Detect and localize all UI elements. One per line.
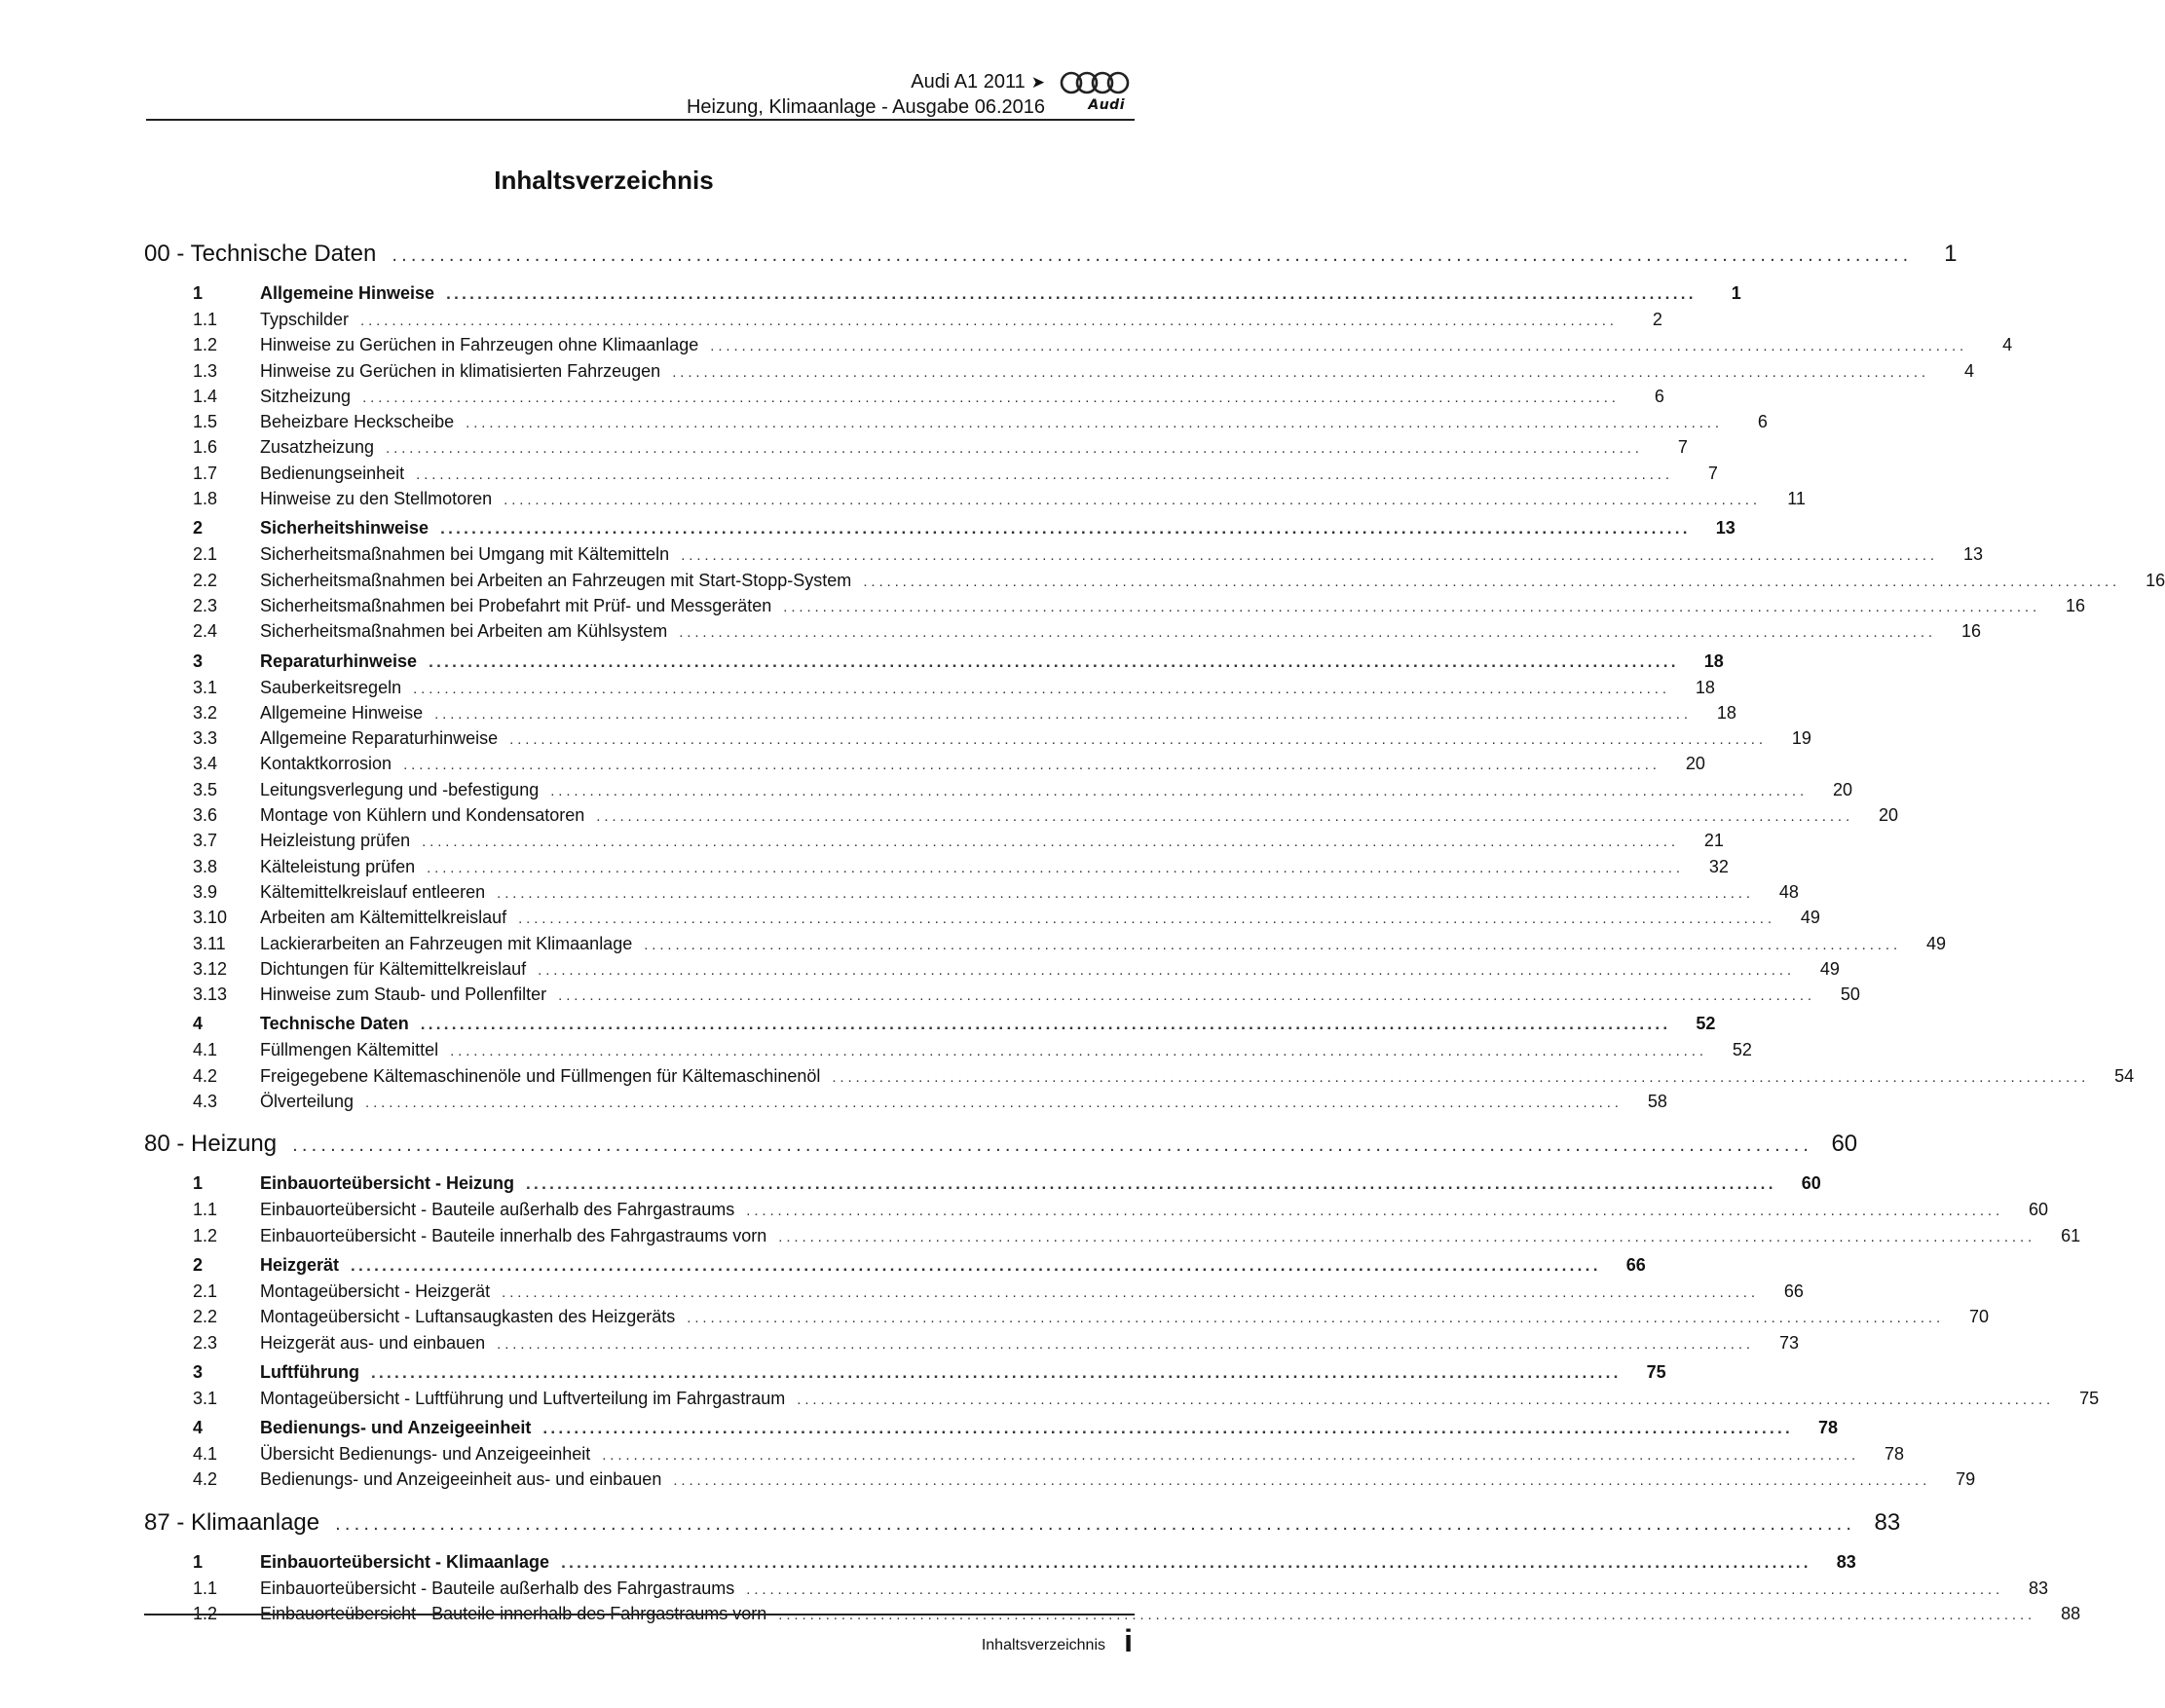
leader-dots: ................................................................................................................................................................ — [360, 313, 1618, 329]
toc-entry-number: 1.2 — [193, 1603, 218, 1623]
toc-entry-title: Montageübersicht - Heizgerät — [260, 1281, 491, 1301]
leader-dots: ................................................................................................................................................................ — [561, 1552, 1811, 1572]
toc-entry-page: 83 — [1836, 1551, 1856, 1572]
toc-entry-page: 20 — [1832, 779, 1853, 799]
toc-entry-number: 3 — [193, 650, 204, 671]
toc-entry-number: 3.13 — [193, 984, 228, 1005]
toc-entry-page: 18 — [1716, 702, 1736, 723]
toc-entry-title: Beheizbare Heckscheibe — [260, 412, 455, 432]
toc-sub-entry[interactable] — [144, 1037, 1752, 1062]
toc-entry-page: 52 — [1696, 1014, 1716, 1034]
toc-sub-entry[interactable] — [144, 461, 1718, 486]
toc-entry-number: 2.1 — [193, 544, 218, 565]
leader-dots: ................................................................................................................................................................ — [413, 680, 1670, 697]
toc-entry-page: 66 — [1783, 1281, 1804, 1301]
footer-page-number: i — [1124, 1623, 1133, 1658]
leader-dots: ................................................................................................................................................................ — [335, 1512, 1856, 1535]
toc-entry-title: Kälteleistung prüfen — [260, 856, 416, 876]
toc-sub-entry[interactable] — [144, 541, 1983, 567]
toc-entry-title: Montage von Kühlern und Kondensatoren — [260, 805, 585, 826]
toc-entry-number: 2.2 — [193, 570, 218, 590]
leader-dots: ................................................................................................................................................................ — [446, 284, 1697, 303]
toc-entry-title: Hinweise zu Gerüchen in Fahrzeugen ohne Klimaanlage — [260, 335, 699, 355]
leader-dots: ................................................................................................................................................................ — [502, 1283, 1759, 1301]
toc-entry-number: 3.11 — [193, 933, 226, 953]
toc-entry-page: 16 — [1960, 621, 1981, 642]
toc-entry-title: Ölverteilung — [260, 1092, 355, 1112]
toc-entry-title: Heizgerät aus- und einbauen — [260, 1332, 486, 1353]
toc-entry-page: 49 — [1819, 958, 1840, 979]
toc-sub-entry[interactable] — [144, 1197, 2049, 1222]
toc-entry-title: Zusatzheizung — [260, 437, 375, 458]
toc-sec-entry[interactable] — [144, 1549, 1856, 1576]
toc-entry-number: 3 — [193, 1361, 204, 1382]
toc-entry-number: 2.2 — [193, 1307, 218, 1327]
toc-entry-page: 32 — [1708, 856, 1729, 876]
leader-dots: ................................................................................................................................................................ — [679, 624, 1936, 642]
toc-entry-title: Allgemeine Reparaturhinweise — [260, 728, 499, 749]
toc-sub-entry[interactable] — [144, 568, 2165, 593]
toc-entry-number: 1.8 — [193, 489, 218, 509]
toc-sub-entry[interactable] — [144, 1386, 2100, 1411]
toc-entry-page: 4 — [1963, 360, 1974, 381]
toc-entry-number: 4.3 — [193, 1092, 218, 1112]
toc-sub-entry[interactable] — [144, 618, 1981, 644]
toc-entry-title: Typschilder — [260, 310, 350, 329]
leader-dots: ................................................................................................................................................................ — [542, 1419, 1794, 1438]
toc-entry-page: 60 — [1831, 1131, 1858, 1158]
toc-entry-title: Einbauorteübersicht - Heizung — [260, 1173, 515, 1194]
toc-entry-number: 3.8 — [193, 856, 218, 876]
toc-entry-title: Bedienungs- und Anzeigeeinheit aus- und einbauen — [260, 1469, 662, 1490]
toc-entry-title: Einbauorteübersicht - Bauteile innerhalb des Fahrgastraums vorn — [260, 1603, 767, 1623]
toc-entry-title: Dichtungen für Kältemittelkreislauf — [260, 958, 527, 979]
toc-entry-page: 52 — [1732, 1040, 1752, 1060]
toc-sub-entry[interactable] — [144, 384, 1664, 409]
toc-sub-entry[interactable] — [144, 982, 1860, 1007]
toc-entry-page: 48 — [1778, 881, 1799, 902]
toc-entry-number: 4.2 — [193, 1469, 218, 1490]
toc-entry-title: Sicherheitsmaßnahmen bei Probefahrt mit Prüf- und Messgeräten — [260, 595, 772, 615]
leader-dots: ................................................................................................................................................................ — [362, 389, 1620, 406]
leader-dots: ................................................................................................................................................................ — [392, 244, 1913, 266]
leader-dots: ................................................................................................................................................................ — [710, 338, 1968, 355]
document-title: Inhaltsverzeichnis — [494, 166, 714, 195]
toc-sub-entry[interactable] — [144, 675, 1715, 700]
toc-entry-title: Freigegebene Kältemaschinenöle und Füllmengen für Kältemaschinenöl — [260, 1065, 821, 1086]
toc-entry-page: 16 — [2146, 570, 2165, 590]
toc-entry-page: 58 — [1647, 1092, 1667, 1112]
toc-entry-number: 1 — [193, 283, 204, 303]
toc-sub-entry[interactable] — [144, 931, 1947, 956]
toc-entry-title: Sicherheitsmaßnahmen bei Arbeiten am Kühlsystem — [260, 621, 668, 642]
toc-entry-number: 3.12 — [193, 958, 228, 979]
toc-sub-entry[interactable] — [144, 1576, 2049, 1601]
toc-entry-number: 3.4 — [193, 754, 218, 774]
toc-entry-page: 83 — [2029, 1578, 2049, 1598]
toc-entry-title: Sicherheitshinweise — [260, 518, 429, 538]
header-model: Audi A1 2011 — [911, 71, 1026, 93]
toc-sub-entry[interactable] — [144, 1279, 1804, 1304]
toc-entry-title: Füllmengen Kältemittel — [260, 1040, 439, 1060]
toc-entry-number: 3.9 — [193, 881, 218, 902]
toc-entry-title: Hinweise zu Gerüchen in klimatisierten Fahrzeugen — [260, 360, 661, 381]
toc-entry-title: Bedienungseinheit — [260, 463, 405, 483]
toc-sub-entry[interactable] — [144, 905, 1820, 930]
toc-entry-page: 18 — [1695, 677, 1715, 697]
leader-dots: ................................................................................................................................................................ — [365, 1095, 1623, 1112]
toc-entry-page: 1 — [1731, 283, 1741, 303]
toc-entry-page: 2 — [1652, 310, 1662, 329]
toc-entry-number: 3.2 — [193, 702, 218, 723]
toc-sub-entry[interactable] — [144, 307, 1662, 332]
table-of-contents — [144, 234, 2165, 1626]
toc-entry-page: 19 — [1791, 728, 1811, 749]
toc-ch-entry[interactable] — [144, 1506, 1901, 1545]
toc-entry-title: Einbauorteübersicht - Bauteile innerhalb des Fahrgastraums vorn — [260, 1225, 767, 1245]
toc-entry-number: 2 — [193, 1254, 204, 1275]
toc-entry-number: 4 — [193, 1418, 204, 1438]
leader-dots: ................................................................................................................................................................ — [416, 465, 1673, 483]
toc-entry-title: Einbauorteübersicht - Bauteile außerhalb des Fahrgastraums — [260, 1200, 735, 1220]
toc-sub-entry[interactable] — [144, 1467, 1976, 1492]
toc-entry-title: Heizgerät — [260, 1254, 340, 1275]
leader-dots: ................................................................................................................................................................ — [558, 987, 1815, 1005]
header-model-line — [911, 70, 1045, 94]
toc-entry-title: Einbauorteübersicht - Bauteile außerhalb des Fahrgastraums — [260, 1578, 735, 1598]
toc-entry-number: 2.3 — [193, 1332, 218, 1353]
toc-entry-number: 3.1 — [193, 677, 218, 697]
toc-entry-page: 61 — [2061, 1225, 2081, 1245]
toc-entry-number: 4.1 — [193, 1444, 218, 1465]
toc-entry-number: 3.1 — [193, 1388, 218, 1408]
toc-sub-entry[interactable] — [144, 1304, 1990, 1329]
toc-entry-title: Montageübersicht - Luftansaugkasten des Heizgeräts — [260, 1307, 676, 1327]
toc-entry-page: 18 — [1703, 650, 1724, 671]
toc-entry-number: 3.3 — [193, 728, 218, 749]
toc-entry-title: Sicherheitsmaßnahmen bei Umgang mit Kältemitteln — [260, 544, 670, 565]
toc-entry-title: 80 - Heizung — [144, 1131, 278, 1158]
leader-dots: ................................................................................................................................................................ — [403, 757, 1661, 774]
toc-entry-title: Kältemittelkreislauf entleeren — [260, 881, 486, 902]
toc-entry-title: Hinweise zum Staub- und Pollenfilter — [260, 984, 547, 1005]
toc-entry-number: 1.2 — [193, 335, 218, 355]
toc-entry-page: 11 — [1787, 489, 1806, 509]
toc-sub-entry[interactable] — [144, 358, 1974, 384]
leader-dots: ................................................................................................................................................................ — [518, 910, 1775, 928]
leader-dots: ................................................................................................................................................................ — [370, 1362, 1622, 1382]
leader-dots: ................................................................................................................................................................ — [538, 961, 1795, 979]
leader-dots: ................................................................................................................................................................ — [644, 936, 1902, 953]
toc-sec-entry[interactable] — [144, 515, 1736, 541]
toc-entry-page: 21 — [1703, 831, 1724, 851]
toc-sec-entry[interactable] — [144, 280, 1741, 307]
toc-entry-page: 7 — [1707, 463, 1718, 483]
toc-entry-number: 3.7 — [193, 831, 218, 851]
toc-entry-number: 1 — [193, 1551, 204, 1572]
toc-entry-number: 4.1 — [193, 1040, 218, 1060]
toc-entry-number: 2.1 — [193, 1281, 218, 1301]
toc-entry-page: 50 — [1840, 984, 1860, 1005]
toc-entry-title: Technische Daten — [260, 1014, 409, 1034]
toc-entry-title: Einbauorteübersicht - Klimaanlage — [260, 1551, 550, 1572]
toc-entry-page: 20 — [1879, 805, 1899, 826]
toc-entry-number: 4 — [193, 1014, 204, 1034]
toc-entry-page: 6 — [1654, 386, 1664, 406]
leader-dots: ................................................................................................................................................................ — [466, 415, 1723, 432]
toc-entry-title: Luftführung — [260, 1361, 359, 1382]
toc-entry-page: 49 — [1800, 908, 1820, 928]
footer-label: Inhaltsverzeichnis — [981, 1637, 1105, 1653]
toc-entry-page: 78 — [1885, 1444, 1905, 1465]
leader-dots: ................................................................................................................................................................ — [434, 705, 1692, 723]
leader-dots: ................................................................................................................................................................ — [596, 808, 1854, 826]
toc-entry-number: 3.10 — [193, 908, 228, 928]
toc-entry-title: Sauberkeitsregeln — [260, 677, 402, 697]
leader-dots: ................................................................................................................................................................ — [832, 1068, 2090, 1086]
toc-entry-number: 1.1 — [193, 1578, 218, 1598]
leader-dots: ................................................................................................................................................................ — [550, 782, 1809, 799]
page-header — [146, 68, 1135, 121]
toc-sub-entry[interactable] — [144, 700, 1736, 725]
toc-entry-page: 79 — [1956, 1469, 1976, 1490]
toc-entry-page: 75 — [1646, 1361, 1666, 1382]
toc-entry-title: Sicherheitsmaßnahmen bei Arbeiten an Fahrzeugen mit Start-Stopp-System — [260, 570, 852, 590]
toc-entry-number: 2 — [193, 518, 204, 538]
toc-entry-title: Leitungsverlegung und -befestigung — [260, 779, 540, 799]
toc-entry-title: Allgemeine Hinweise — [260, 283, 435, 303]
toc-entry-title: Sitzheizung — [260, 386, 352, 406]
leader-dots: ................................................................................................................................................................ — [386, 440, 1643, 458]
leader-dots: ................................................................................................................................................................ — [746, 1203, 2004, 1220]
toc-sub-entry[interactable] — [144, 854, 1729, 879]
leader-dots: ................................................................................................................................................................ — [673, 1472, 1931, 1490]
toc-sub-entry[interactable] — [144, 777, 1853, 802]
toc-entry-title: 87 - Klimaanlage — [144, 1508, 320, 1536]
toc-entry-title: Heizleistung prüfen — [260, 831, 411, 851]
leader-dots: ................................................................................................................................................................ — [292, 1134, 1813, 1157]
toc-entry-number: 1.4 — [193, 386, 218, 406]
toc-sub-entry[interactable] — [144, 434, 1688, 460]
toc-entry-page: 73 — [1778, 1332, 1799, 1353]
leader-dots: ................................................................................................................................................................ — [778, 1606, 2036, 1623]
toc-sub-entry[interactable] — [144, 802, 1899, 828]
leader-dots: ................................................................................................................................................................ — [672, 363, 1929, 381]
leader-dots: ................................................................................................................................................................ — [504, 492, 1761, 509]
toc-sub-entry[interactable] — [144, 1330, 1799, 1355]
toc-sec-entry[interactable] — [144, 649, 1724, 675]
toc-entry-title: Allgemeine Hinweise — [260, 702, 424, 723]
toc-entry-page: 6 — [1757, 412, 1768, 432]
toc-entry-page: 20 — [1685, 754, 1705, 774]
toc-entry-number: 1 — [193, 1173, 204, 1194]
toc-entry-page: 16 — [2066, 595, 2086, 615]
toc-sec-entry[interactable] — [144, 1170, 1821, 1197]
toc-entry-page: 7 — [1677, 437, 1688, 458]
toc-entry-number: 3.5 — [193, 779, 218, 799]
leader-dots: ................................................................................................................................................................ — [429, 651, 1679, 671]
arrow-right-icon: ➤ — [1030, 73, 1045, 92]
leader-dots: ................................................................................................................................................................ — [351, 1255, 1601, 1275]
leader-dots: ................................................................................................................................................................ — [497, 1335, 1754, 1353]
leader-dots: ................................................................................................................................................................ — [746, 1580, 2004, 1598]
toc-entry-page: 4 — [2002, 335, 2013, 355]
toc-entry-page: 13 — [1715, 518, 1736, 538]
leader-dots: ................................................................................................................................................................ — [420, 1015, 1671, 1034]
toc-entry-number: 3.6 — [193, 805, 218, 826]
header-subtitle: Heizung, Klimaanlage - Ausgabe 06.2016 — [686, 96, 1045, 118]
toc-sub-entry[interactable] — [144, 956, 1840, 982]
leader-dots: ................................................................................................................................................................ — [440, 519, 1691, 538]
leader-dots: ................................................................................................................................................................ — [526, 1174, 1776, 1194]
toc-entry-title: Hinweise zu den Stellmotoren — [260, 489, 493, 509]
toc-entry-page: 13 — [1962, 544, 1983, 565]
toc-sub-entry[interactable] — [144, 828, 1724, 853]
toc-entry-number: 1.1 — [193, 310, 218, 329]
toc-sub-entry[interactable] — [144, 409, 1768, 434]
toc-entry-number: 1.2 — [193, 1225, 218, 1245]
toc-entry-title: Übersicht Bedienungs- und Anzeigeeinheit — [260, 1444, 591, 1465]
toc-entry-number: 1.6 — [193, 437, 218, 458]
toc-sec-entry[interactable] — [144, 1011, 1716, 1037]
toc-sub-entry[interactable] — [144, 1063, 2135, 1089]
leader-dots: ................................................................................................................................................................ — [863, 573, 2121, 590]
toc-sec-entry[interactable] — [144, 1415, 1839, 1441]
toc-sec-entry[interactable] — [144, 1359, 1666, 1386]
audi-logo — [1059, 70, 1133, 115]
toc-entry-page: 78 — [1818, 1418, 1839, 1438]
toc-entry-title: Arbeiten am Kältemittelkreislauf — [260, 908, 507, 928]
toc-entry-page: 54 — [2114, 1065, 2135, 1086]
toc-sub-entry[interactable] — [144, 1441, 1905, 1467]
toc-entry-title: Kontaktkorrosion — [260, 754, 392, 774]
toc-sub-entry[interactable] — [144, 879, 1799, 905]
toc-entry-number: 1.1 — [193, 1200, 218, 1220]
leader-dots: ................................................................................................................................................................ — [778, 1228, 2036, 1245]
toc-entry-page: 49 — [1925, 933, 1947, 953]
toc-ch-entry[interactable] — [144, 1128, 1858, 1167]
toc-entry-page: 70 — [1969, 1307, 1990, 1327]
toc-entry-page: 60 — [2029, 1200, 2049, 1220]
page-footer — [144, 1614, 1135, 1662]
toc-entry-title: Reparaturhinweise — [260, 650, 418, 671]
toc-sub-entry[interactable] — [144, 751, 1705, 776]
toc-ch-entry[interactable] — [144, 238, 1958, 277]
leader-dots: ................................................................................................................................................................ — [450, 1043, 1707, 1060]
toc-sub-entry[interactable] — [144, 725, 1811, 751]
toc-entry-number: 2.3 — [193, 595, 218, 615]
audi-rings-icon — [1059, 70, 1133, 95]
toc-entry-page: 88 — [2061, 1603, 2081, 1623]
toc-sub-entry[interactable] — [144, 1089, 1667, 1114]
toc-sub-entry[interactable] — [144, 486, 1806, 511]
toc-entry-title: Bedienungs- und Anzeigeeinheit — [260, 1418, 532, 1438]
toc-entry-page: 75 — [2079, 1388, 2100, 1408]
toc-entry-page: 66 — [1625, 1254, 1646, 1275]
toc-sec-entry[interactable] — [144, 1252, 1646, 1279]
toc-sub-entry[interactable] — [144, 1223, 2081, 1248]
toc-entry-page: 83 — [1874, 1508, 1901, 1536]
leader-dots: ................................................................................................................................................................ — [681, 547, 1938, 565]
toc-sub-entry[interactable] — [144, 332, 2013, 357]
leader-dots: ................................................................................................................................................................ — [422, 834, 1679, 851]
toc-entry-title: Montageübersicht - Luftführung und Luftverteilung im Fahrgastraum — [260, 1388, 786, 1408]
leader-dots: ................................................................................................................................................................ — [602, 1447, 1860, 1465]
leader-dots: ................................................................................................................................................................ — [797, 1391, 2055, 1408]
toc-entry-number: 4.2 — [193, 1065, 218, 1086]
leader-dots: ................................................................................................................................................................ — [427, 859, 1684, 876]
toc-entry-page: 60 — [1801, 1173, 1821, 1194]
toc-entry-number: 1.5 — [193, 412, 218, 432]
toc-entry-number: 1.3 — [193, 360, 218, 381]
leader-dots: ................................................................................................................................................................ — [783, 598, 2041, 615]
toc-entry-number: 1.7 — [193, 463, 218, 483]
toc-entry-title: Lackierarbeiten an Fahrzeugen mit Klimaanlage — [260, 933, 633, 953]
toc-entry-number: 2.4 — [193, 621, 218, 642]
leader-dots: ................................................................................................................................................................ — [497, 884, 1754, 902]
leader-dots: ................................................................................................................................................................ — [509, 731, 1767, 749]
toc-entry-page: 1 — [1944, 241, 1958, 267]
audi-wordmark: Audi — [1088, 97, 1125, 113]
toc-entry-title: 00 - Technische Daten — [144, 241, 377, 267]
leader-dots: ................................................................................................................................................................ — [687, 1310, 1945, 1327]
toc-sub-entry[interactable] — [144, 593, 2086, 618]
